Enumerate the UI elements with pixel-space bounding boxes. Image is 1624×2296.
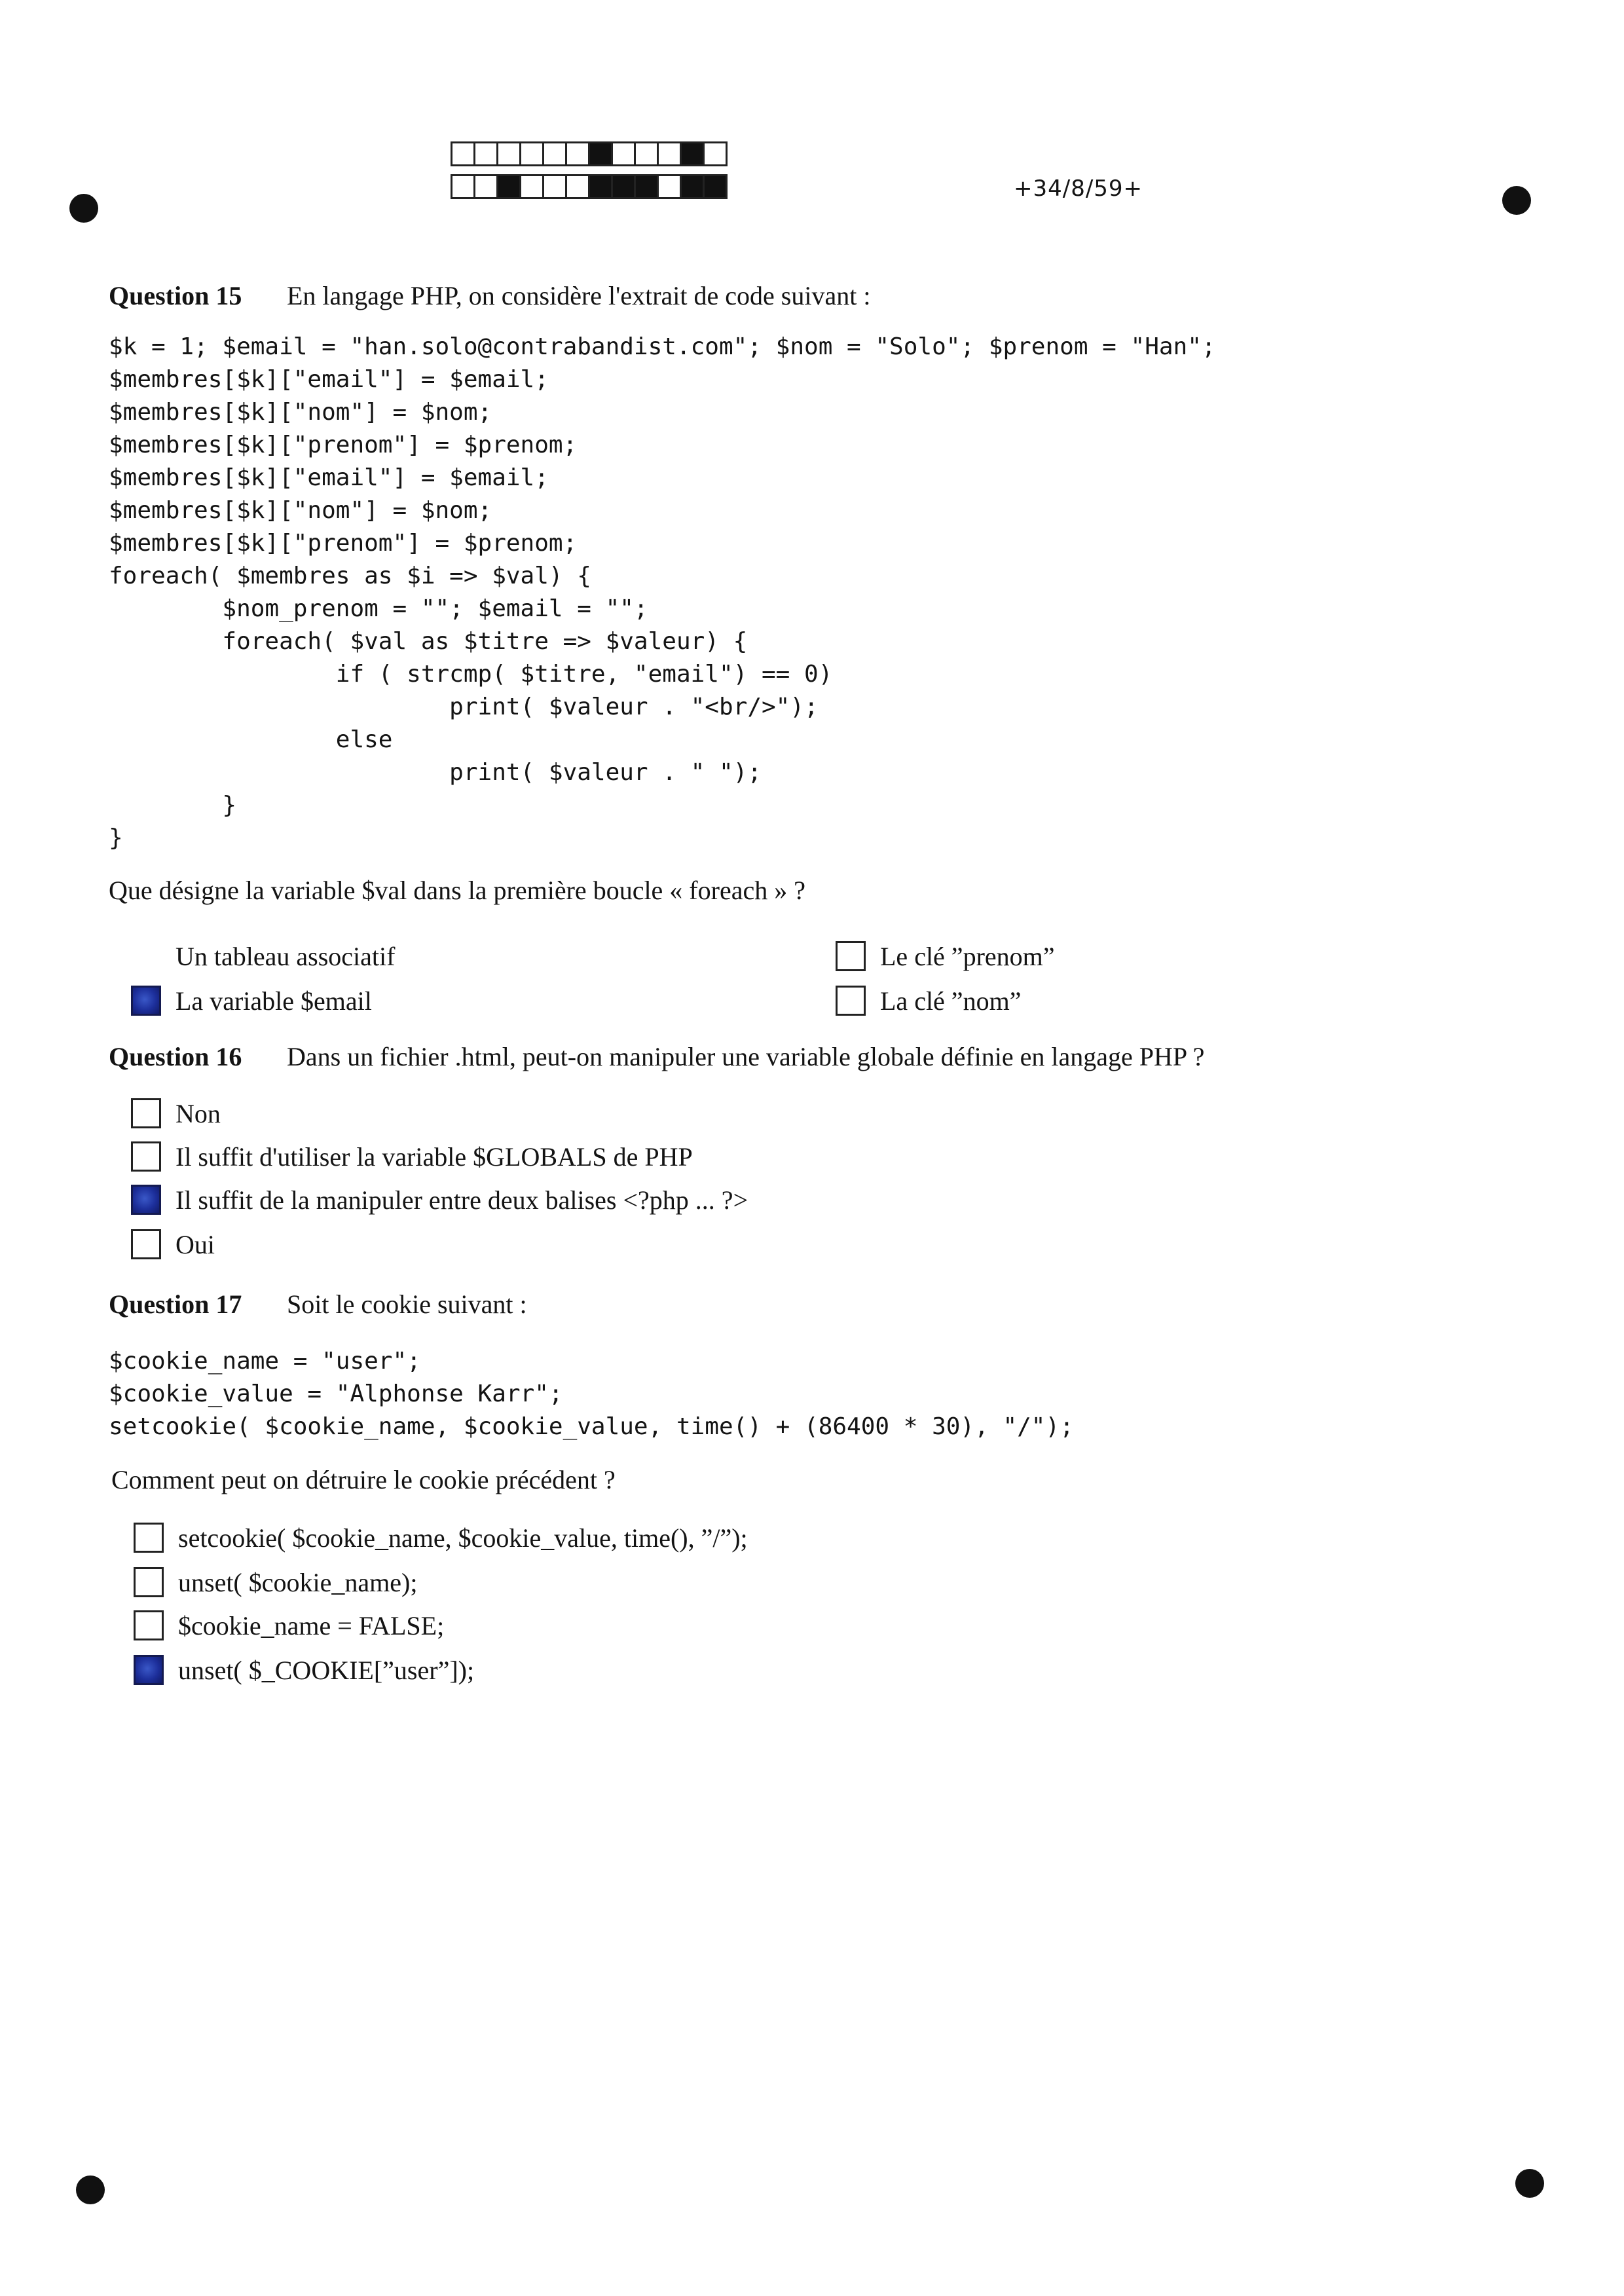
registration-mark-top-left xyxy=(69,194,98,223)
option-label: Non xyxy=(175,1098,221,1128)
question-17-prompt: Comment peut on détruire le cookie précédent ? xyxy=(111,1465,616,1494)
barcode-cell xyxy=(680,141,705,166)
barcode-cell xyxy=(611,141,636,166)
barcode-cell xyxy=(565,174,590,199)
barcode-cell xyxy=(542,174,567,199)
option-label: unset( $_COOKIE[”user”]); xyxy=(178,1655,475,1685)
barcode-cell xyxy=(451,141,475,166)
option-label: $cookie_name = FALSE; xyxy=(178,1610,445,1640)
barcode-cell xyxy=(703,141,728,166)
option-label: La clé ”nom” xyxy=(880,986,1022,1016)
barcode-cell xyxy=(657,141,682,166)
option-label: Un tableau associatif xyxy=(175,941,396,971)
registration-mark-top-right xyxy=(1502,186,1531,215)
barcode-cell xyxy=(565,141,590,166)
barcode-cell xyxy=(657,174,682,199)
option-label: Le clé ”prenom” xyxy=(880,941,1055,971)
option-balises-php[interactable] xyxy=(131,1181,748,1218)
checkbox[interactable] xyxy=(134,1567,164,1597)
barcode-row-1 xyxy=(451,141,726,166)
registration-mark-bottom-left xyxy=(76,2176,105,2204)
barcode-row-2 xyxy=(451,174,726,199)
barcode-cell xyxy=(496,141,521,166)
barcode-cell xyxy=(680,174,705,199)
barcode-cell xyxy=(634,141,659,166)
registration-mark-bottom-right xyxy=(1515,2169,1544,2198)
option-label: setcookie( $cookie_name, $cookie_value, time(), ”/”); xyxy=(178,1523,748,1553)
checkbox[interactable] xyxy=(131,1141,161,1172)
page-id: +34/8/59+ xyxy=(1014,176,1143,202)
checkbox[interactable] xyxy=(131,1098,161,1128)
barcode-cell xyxy=(451,174,475,199)
question-label: Question 17 xyxy=(109,1289,242,1319)
option-variable-email[interactable] xyxy=(131,982,372,1019)
option-unset-cookie-name[interactable] xyxy=(134,1564,417,1601)
barcode-cell xyxy=(542,141,567,166)
question-text: Soit le cookie suivant : xyxy=(287,1289,527,1319)
barcode-cell xyxy=(473,174,498,199)
code-block-q15: $k = 1; $email = "han.solo@contrabandist.com"; $nom = "Solo"; $prenom = "Han"; $membres[$k]["email"] = $email; $membres[$k]["nom"] = $nom; $membres[$k]["prenom"] = $prenom; $membres[$k]["email"] = $email; $membres[$k]["nom"] = $nom; $membres[$k]["prenom"] = $prenom; foreach( $membres as $i => $val) { $nom_prenom = ""; $email = ""; foreach( $val as $titre => $valeur) { if ( strcmp( $titre, "email") == 0) print( $valeur . "<br/>"); else print( $valeur . " "); } } xyxy=(109,333,1216,851)
option-label: unset( $cookie_name); xyxy=(178,1567,418,1597)
question-text: Dans un fichier .html, peut-on manipuler une variable globale définie en langage PHP ? xyxy=(287,1042,1205,1071)
checkbox[interactable] xyxy=(131,1229,161,1259)
option-label: La variable $email xyxy=(175,986,372,1016)
option-cookie-name-false[interactable] xyxy=(134,1607,444,1644)
checkbox-checked[interactable] xyxy=(134,1655,164,1685)
checkbox-checked[interactable] xyxy=(131,1185,161,1215)
barcode-cell xyxy=(473,141,498,166)
question-label: Question 16 xyxy=(109,1042,242,1071)
option-label: Il suffit de la manipuler entre deux balises <?php ... ?> xyxy=(175,1185,748,1215)
option-setcookie[interactable] xyxy=(134,1519,748,1556)
code-block-q17: $cookie_name = "user"; $cookie_value = "Alphonse Karr"; setcookie( $cookie_name, $cookie_value, time() + (86400 * 30), "/"); xyxy=(109,1348,1074,1440)
option-oui[interactable] xyxy=(131,1226,215,1263)
option-cle-nom[interactable] xyxy=(836,982,1021,1019)
question-15-prompt: Que désigne la variable $val dans la première boucle « foreach » ? xyxy=(109,876,805,905)
checkbox[interactable] xyxy=(836,941,866,971)
checkbox xyxy=(131,941,161,971)
barcode-cell xyxy=(588,141,613,166)
barcode-cell xyxy=(496,174,521,199)
question-15-heading xyxy=(109,280,870,311)
barcode-cell xyxy=(611,174,636,199)
barcode-cell xyxy=(634,174,659,199)
checkbox[interactable] xyxy=(836,986,866,1016)
option-tableau-associatif[interactable] xyxy=(131,938,395,974)
barcode-cell xyxy=(703,174,728,199)
option-label: Oui xyxy=(175,1229,215,1259)
option-label: Il suffit d'utiliser la variable $GLOBALS de PHP xyxy=(175,1141,693,1172)
question-text: En langage PHP, on considère l'extrait de code suivant : xyxy=(287,281,871,310)
barcode-cell xyxy=(519,141,544,166)
question-16-heading xyxy=(109,1041,1204,1072)
option-non[interactable] xyxy=(131,1095,221,1132)
checkbox-checked[interactable] xyxy=(131,986,161,1016)
checkbox[interactable] xyxy=(134,1523,164,1553)
option-unset-cookie-user[interactable] xyxy=(134,1652,474,1688)
question-17-heading xyxy=(109,1289,527,1320)
barcode-cell xyxy=(588,174,613,199)
option-cle-prenom[interactable] xyxy=(836,938,1055,974)
checkbox[interactable] xyxy=(134,1610,164,1640)
barcode-cell xyxy=(519,174,544,199)
question-label: Question 15 xyxy=(109,281,242,310)
option-globals[interactable] xyxy=(131,1138,693,1175)
